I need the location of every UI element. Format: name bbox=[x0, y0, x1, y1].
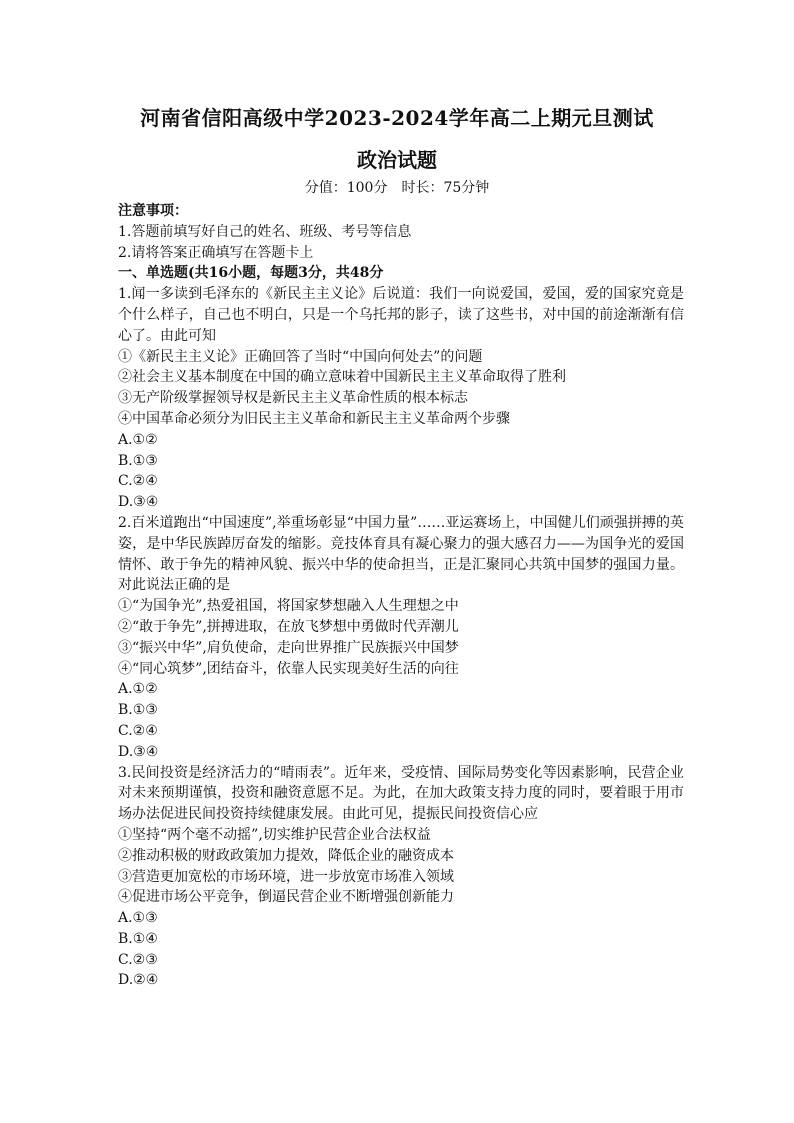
option-c[interactable]: C.②③ bbox=[118, 951, 158, 968]
score-label: 分值：100分 bbox=[304, 180, 388, 196]
statement: ④“同心筑梦”,团结奋斗，依靠人民实现美好生活的向往 bbox=[118, 660, 459, 677]
exam-body bbox=[118, 201, 684, 991]
notice-item: 1.答题前填写好自己的姓名、班级、考号等信息 bbox=[118, 223, 412, 240]
statement: ①《新民主主义论》正确回答了当时“中国向何处去”的问题 bbox=[118, 348, 483, 365]
question-stem: 1.闻一多读到毛泽东的《新民主主义论》后说道：我们一向说爱国，爱国，爱的国家究竟是个什么样子，自己也不明白，只是一个乌托邦的影子，读了这些书，对中国的前途渐渐有信心了。由此可知 bbox=[118, 286, 684, 344]
statement: ②社会主义基本制度在中国的确立意味着中国新民主主义革命取得了胜利 bbox=[118, 369, 566, 386]
option-d[interactable]: D.③④ bbox=[118, 494, 159, 511]
question-3 bbox=[118, 763, 684, 992]
option-b[interactable]: B.①③ bbox=[118, 452, 158, 469]
option-b[interactable]: B.①③ bbox=[118, 702, 158, 719]
option-a[interactable]: A.①② bbox=[118, 431, 158, 448]
option-c[interactable]: C.②④ bbox=[118, 473, 158, 490]
section-heading: 一、单选题(共16小题，每题3分，共48分 bbox=[118, 265, 384, 282]
statement: ④促进市场公平竞争，倒逼民营企业不断增强创新能力 bbox=[118, 889, 454, 906]
statement: ②推动积极的财政政策加力提效，降低企业的融资成本 bbox=[118, 847, 454, 864]
option-d[interactable]: D.②④ bbox=[118, 972, 159, 989]
question-stem: 3.民间投资是经济活力的“晴雨表”。近年来，受疫情、国际局势变化等因素影响，民营企业对未来预期谨慎，投资和融资意愿不足。为此，在加大政策支持力度的同时，要着眼于用市场办法促进民间投资持续健康发展。由此可见，提振民间投资信心应 bbox=[118, 764, 684, 823]
question-stem: 2.百米道跑出“中国速度”,举重场彰显“中国力量”……亚运赛场上，中国健儿们顽强拼搏的英姿，是中华民族踔厉奋发的缩影。竞技体育具有凝心聚力的强大感召力——为国争光的爱国情怀、敢于争先的精神风貌、振兴中华的使命担当，正是汇聚同心共筑中国梦的强国力量。对此说法正确的是 bbox=[118, 514, 684, 594]
option-a[interactable]: A.①③ bbox=[118, 910, 158, 927]
question-1 bbox=[118, 284, 684, 513]
option-a[interactable]: A.①② bbox=[118, 681, 158, 698]
option-b[interactable]: B.①④ bbox=[118, 930, 158, 947]
option-c[interactable]: C.②④ bbox=[118, 722, 158, 739]
question-2 bbox=[118, 513, 684, 763]
option-d[interactable]: D.③④ bbox=[118, 743, 159, 760]
statement: ①坚持“两个毫不动摇”,切实维护民营企业合法权益 bbox=[118, 826, 431, 843]
statement: ②“敢于争先”,拼搏进取，在放飞梦想中勇做时代弄潮儿 bbox=[118, 618, 459, 635]
statement: ③“振兴中华”,肩负使命，走向世界推广民族振兴中国梦 bbox=[118, 639, 459, 656]
statement: ④中国革命必须分为旧民主主义革命和新民主主义革命两个步骤 bbox=[118, 410, 510, 427]
duration-label: 时长：75分钟 bbox=[401, 180, 490, 196]
statement: ①“为国争光”,热爱祖国，将国家梦想融入人生理想之中 bbox=[118, 598, 459, 615]
exam-title: 河南省信阳高级中学2023-2024学年高二上期元旦测试 bbox=[140, 106, 654, 130]
statement: ③营造更加宽松的市场环境，进一步放宽市场准入领域 bbox=[118, 868, 454, 885]
notice-heading: 注意事项： bbox=[118, 203, 188, 219]
exam-meta bbox=[0, 178, 794, 198]
notice-item: 2.请将答案正确填写在答题卡上 bbox=[118, 244, 314, 261]
statement: ③无产阶级掌握领导权是新民主主义革命性质的根本标志 bbox=[118, 390, 468, 407]
subject-title: 政治试题 bbox=[357, 148, 437, 172]
